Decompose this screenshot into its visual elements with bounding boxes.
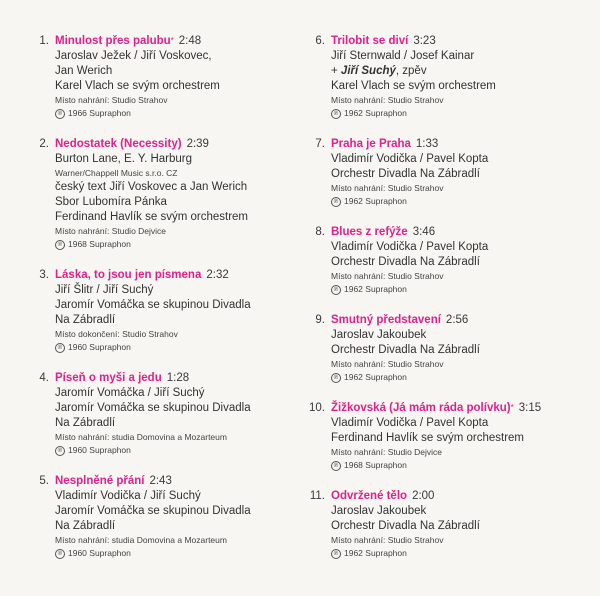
track-number: 3. <box>39 269 49 281</box>
copyright-text: 1962 Supraphon <box>344 284 407 294</box>
credit-line: Ferdinand Havlík se svým orchestrem <box>55 211 249 223</box>
credit-line: Karel Vlach se svým orchestrem <box>331 80 496 92</box>
track-title: Nedostatek (Necessity) <box>55 138 182 150</box>
recording-note: Místo nahrání: studia Domovina a Mozarteum <box>55 432 227 442</box>
feat-suffix: , zpěv <box>395 65 427 77</box>
track-duration: 1:33 <box>415 138 439 150</box>
track-title: Trilobit se diví <box>331 35 409 47</box>
track-title: Žižkovská (Já mám ráda polívku) <box>331 402 511 414</box>
credit-line: Jaromír Vomáčka se skupinou Divadla <box>55 402 251 414</box>
track-duration: 1:28 <box>166 372 190 384</box>
track-duration: 2:00 <box>412 490 435 502</box>
credit-line: Jaromír Vomáčka se skupinou Divadla <box>55 505 251 517</box>
track-item <box>30 268 300 354</box>
track-number: 11. <box>309 490 325 502</box>
copyright-text: 1960 Supraphon <box>68 342 131 352</box>
copyright-line <box>331 107 576 120</box>
credit-line: Jaromír Vomáčka / Jiří Suchý <box>55 387 205 399</box>
feat-prefix: + <box>331 65 341 77</box>
copyright-line <box>55 238 300 251</box>
credit-line: Jaroslav Jakoubek <box>331 329 427 341</box>
recording-note: Místo nahrání: Studio Strahov <box>331 271 444 281</box>
track-title: Blues z refýže <box>331 226 408 238</box>
recording-note: Místo nahrání: Studio Strahov <box>331 95 444 105</box>
credit-line: Orchestr Divadla Na Zábradlí <box>331 520 480 532</box>
track-title-line <box>55 137 300 152</box>
recording-note: Místo nahrání: Studio Strahov <box>331 183 444 193</box>
track-number: 1. <box>39 35 49 47</box>
recording-note: Místo nahrání: studia Domovina a Mozarteum <box>55 535 227 545</box>
track-title-line <box>331 313 576 328</box>
copyright-line <box>55 444 300 457</box>
track-duration: 2:48 <box>178 35 202 47</box>
credit-line: Karel Vlach se svým orchestrem <box>55 80 220 92</box>
track-title-line <box>331 225 576 240</box>
phonogram-icon: ℗ <box>55 109 65 119</box>
credit-line: Orchestr Divadla Na Zábradlí <box>331 344 480 356</box>
recording-note: Místo nahrání: Studio Dejvice <box>331 447 443 457</box>
recording-note: Místo nahrání: Studio Strahov <box>331 359 444 369</box>
credit-line: Vladimír Vodička / Pavel Kopta <box>331 241 489 253</box>
track-number: 6. <box>315 35 325 47</box>
credit-line: Jaroslav Ježek / Jiří Voskovec, <box>55 50 212 62</box>
credit-line: Ferdinand Havlík se svým orchestrem <box>331 432 525 444</box>
track-item <box>306 225 576 296</box>
credit-line: Vladimír Vodička / Pavel Kopta <box>331 153 489 165</box>
track-item <box>30 137 300 251</box>
recording-note: Místo nahrání: Studio Strahov <box>331 535 444 545</box>
track-title-line <box>55 268 300 283</box>
copyright-text: 1968 Supraphon <box>344 460 407 470</box>
recording-note: Místo nahrání: Studio Strahov <box>55 95 168 105</box>
copyright-line <box>331 371 576 384</box>
track-number: 10. <box>309 402 325 414</box>
tracklist-right-column <box>306 34 576 577</box>
track-item <box>30 474 300 560</box>
track-title-line <box>55 371 300 386</box>
credit-line: Vladimír Vodička / Jiří Suchý <box>55 490 201 502</box>
track-duration: 2:39 <box>186 138 209 150</box>
track-title-line <box>331 34 576 49</box>
track-title-line <box>331 401 576 416</box>
track-title: Píseň o myši a jedu <box>55 372 162 384</box>
track-number: 9. <box>315 314 325 326</box>
credit-line: Jaroslav Jakoubek <box>331 505 427 517</box>
track-title: Smutný představení <box>331 314 441 326</box>
track-number: 4. <box>39 372 49 384</box>
asterisk-mark: * <box>170 36 174 45</box>
track-title-line <box>55 34 300 49</box>
credit-line: Jaromír Vomáčka se skupinou Divadla <box>55 299 251 311</box>
track-item <box>306 34 576 120</box>
track-item <box>30 34 300 120</box>
credit-line: Na Zábradlí <box>55 520 116 532</box>
credit-line: Orchestr Divadla Na Zábradlí <box>331 168 480 180</box>
track-title-line <box>331 137 576 152</box>
copyright-line <box>55 341 300 354</box>
track-title: Praha je Praha <box>331 138 411 150</box>
phonogram-icon: ℗ <box>331 373 341 383</box>
copyright-line <box>331 195 576 208</box>
track-duration: 3:15 <box>518 402 542 414</box>
phonogram-icon: ℗ <box>331 285 341 295</box>
track-title: Minulost přes palubu <box>55 35 171 47</box>
track-item <box>306 313 576 384</box>
copyright-line <box>55 547 300 560</box>
track-duration: 2:32 <box>206 269 229 281</box>
copyright-text: 1962 Supraphon <box>344 548 407 558</box>
recording-note: Místo nahrání: Studio Dejvice <box>55 226 167 236</box>
featured-artist-name: Jiří Suchý <box>340 65 396 77</box>
track-item <box>306 137 576 208</box>
track-title: Nesplněné přání <box>55 475 145 487</box>
copyright-text: 1960 Supraphon <box>68 548 131 558</box>
copyright-text: 1960 Supraphon <box>68 445 131 455</box>
track-title: Láska, to jsou jen písmena <box>55 269 202 281</box>
copyright-line <box>331 283 576 296</box>
track-item <box>306 401 576 472</box>
tracklist-left-column <box>30 34 300 577</box>
phonogram-icon: ℗ <box>55 240 65 250</box>
track-number: 5. <box>39 475 49 487</box>
credit-line: Na Zábradlí <box>55 417 116 429</box>
credit-line: Vladimír Vodička / Pavel Kopta <box>331 417 489 429</box>
track-duration: 3:46 <box>412 226 436 238</box>
credit-line: Jiří Šlitr / Jiří Suchý <box>55 284 154 296</box>
copyright-text: 1962 Supraphon <box>344 372 407 382</box>
credit-line: Na Zábradlí <box>55 314 116 326</box>
phonogram-icon: ℗ <box>331 461 341 471</box>
copyright-text: 1962 Supraphon <box>344 108 407 118</box>
track-item <box>30 371 300 457</box>
phonogram-icon: ℗ <box>55 549 65 559</box>
track-title-line <box>331 489 576 504</box>
copyright-line <box>331 547 576 560</box>
track-number: 2. <box>39 138 49 150</box>
copyright-text: 1962 Supraphon <box>344 196 407 206</box>
track-title-line <box>55 474 300 489</box>
phonogram-icon: ℗ <box>331 197 341 207</box>
track-number: 8. <box>315 226 325 238</box>
phonogram-icon: ℗ <box>55 343 65 353</box>
phonogram-icon: ℗ <box>331 109 341 119</box>
track-item <box>306 489 576 560</box>
credit-line: Jiří Sternwald / Josef Kainar <box>331 50 475 62</box>
track-duration: 2:56 <box>445 314 469 326</box>
recording-note: Warner/Chappell Music s.r.o. CZ <box>55 168 178 178</box>
phonogram-icon: ℗ <box>331 549 341 559</box>
credit-line: Orchestr Divadla Na Zábradlí <box>331 256 480 268</box>
credit-line: Burton Lane, E. Y. Harburg <box>55 153 193 165</box>
recording-note: Místo dokončení: Studio Strahov <box>55 329 178 339</box>
copyright-text: 1966 Supraphon <box>68 108 131 118</box>
credit-line: český text Jiří Voskovec a Jan Werich <box>55 181 248 193</box>
track-duration: 3:23 <box>413 35 436 47</box>
track-number: 7. <box>315 138 325 150</box>
featured-artist-line <box>331 64 576 79</box>
asterisk-mark: * <box>510 403 514 412</box>
credit-line: Sbor Lubomíra Pánka <box>55 196 167 208</box>
credit-line: Jan Werich <box>55 65 113 77</box>
track-title: Odvržené tělo <box>331 490 408 502</box>
track-duration: 2:43 <box>149 475 172 487</box>
copyright-text: 1968 Supraphon <box>68 239 131 249</box>
copyright-line <box>331 459 576 472</box>
copyright-line <box>55 107 300 120</box>
phonogram-icon: ℗ <box>55 446 65 456</box>
